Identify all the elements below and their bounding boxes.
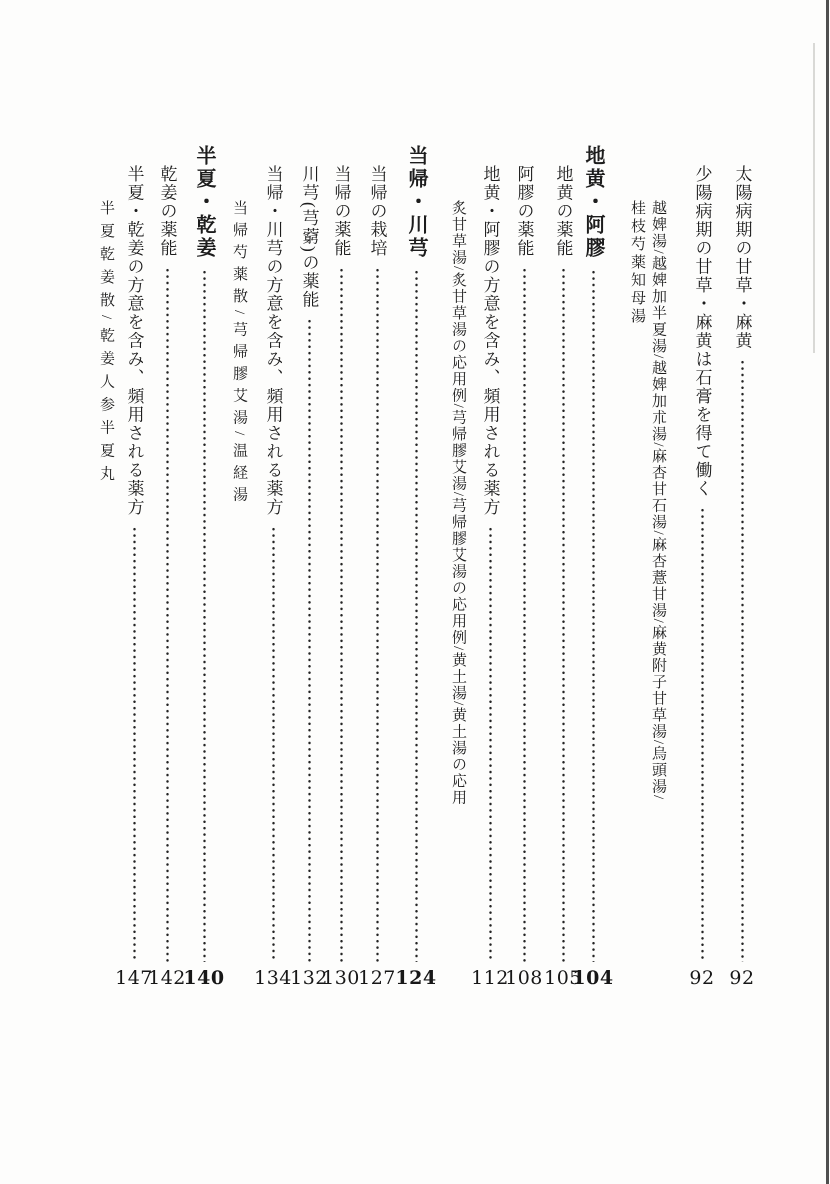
toc-formula-list-text: 炙甘草湯/炙甘草湯の応用例/芎帰膠艾湯/芎帰膠艾湯の応用例/黄土湯/黄土湯の応用 xyxy=(450,200,466,806)
dot-leader xyxy=(203,269,206,962)
toc-entry-title: 当帰の栽培 xyxy=(367,165,387,258)
toc-entry-title: 太陽病期の甘草・麻黄 xyxy=(732,165,752,350)
toc-section-heading xyxy=(395,145,437,989)
toc-entry xyxy=(290,145,328,989)
toc-entry xyxy=(544,145,582,989)
dot-leader xyxy=(166,267,169,963)
dot-leader xyxy=(376,267,379,963)
dot-leader xyxy=(133,526,136,963)
toc-formula-list-text: 半夏乾姜散/乾姜人参半夏丸 xyxy=(98,200,114,489)
toc-formula-list-text: 当帰芍薬散/芎帰膠艾湯/温経湯 xyxy=(231,200,247,509)
scan-page-edge xyxy=(826,0,829,1184)
page-number: 127 xyxy=(358,967,396,989)
toc-formula-list-text: 桂枝芍薬知母湯 xyxy=(629,200,645,326)
dot-leader xyxy=(562,267,565,963)
toc-entry-title: 半夏・乾姜の方意を含み、頻用される薬方 xyxy=(124,165,144,517)
dot-leader xyxy=(523,267,526,963)
scan-shadow-line xyxy=(813,43,815,353)
page-number: 134 xyxy=(254,967,292,989)
toc-section-heading xyxy=(572,145,614,989)
page-number: 130 xyxy=(322,967,360,989)
toc-formula-list xyxy=(649,145,666,988)
dot-leader xyxy=(741,359,744,962)
toc-entry xyxy=(254,145,292,989)
toc-entry xyxy=(731,145,753,988)
toc-section-heading xyxy=(183,145,225,989)
page-number: 142 xyxy=(148,967,186,989)
toc-formula-list-continued xyxy=(628,145,645,988)
dot-leader xyxy=(308,318,311,962)
toc-entry xyxy=(505,145,543,989)
toc-entry xyxy=(115,145,153,989)
toc-entry-title: 当帰の薬能 xyxy=(331,165,351,258)
toc-heading-title: 当帰・川芎 xyxy=(405,145,427,260)
toc-heading-title: 半夏・乾姜 xyxy=(193,145,215,260)
page-number: 140 xyxy=(183,967,225,989)
toc-entry-title: 川芎(芎藭)の薬能 xyxy=(299,165,319,309)
page-number: 92 xyxy=(729,967,755,989)
table-of-contents xyxy=(97,145,753,988)
page-number: 112 xyxy=(471,967,509,989)
page-number: 105 xyxy=(544,967,582,989)
toc-formula-list xyxy=(230,145,247,988)
dot-leader xyxy=(272,526,275,963)
toc-entry xyxy=(471,145,509,989)
toc-entry-title: 地黄の薬能 xyxy=(553,165,573,258)
toc-entry-title: 少陽病期の甘草・麻黄は石膏を得て働く xyxy=(692,165,712,498)
toc-formula-list xyxy=(97,145,114,988)
toc-formula-list xyxy=(449,145,466,988)
dot-leader xyxy=(340,267,343,963)
toc-entry-title: 乾姜の薬能 xyxy=(157,165,177,258)
toc-entry-title: 地黄・阿膠の方意を含み、頻用される薬方 xyxy=(480,165,500,517)
toc-entry-title: 阿膠の薬能 xyxy=(514,165,534,258)
page-number: 132 xyxy=(290,967,328,989)
toc-heading-title: 地黄・阿膠 xyxy=(582,145,604,260)
toc-formula-list-text: 越婢湯/越婢加半夏湯/越婢加朮湯/麻杏甘石湯/麻杏薏甘湯/麻黄附子甘草湯/烏頭湯/ xyxy=(650,200,666,801)
dot-leader xyxy=(415,269,418,962)
toc-entry xyxy=(358,145,396,989)
dot-leader xyxy=(489,526,492,963)
toc-entry xyxy=(322,145,360,989)
page-number: 108 xyxy=(505,967,543,989)
toc-entry xyxy=(148,145,186,989)
page-number: 124 xyxy=(395,967,437,989)
page-number: 104 xyxy=(572,967,614,989)
page-number: 147 xyxy=(115,967,153,989)
page-number: 92 xyxy=(689,967,715,989)
toc-entry xyxy=(691,145,713,988)
dot-leader xyxy=(592,269,595,962)
toc-entry-title: 当帰・川芎の方意を含み、頻用される薬方 xyxy=(263,165,283,517)
dot-leader xyxy=(701,507,704,962)
